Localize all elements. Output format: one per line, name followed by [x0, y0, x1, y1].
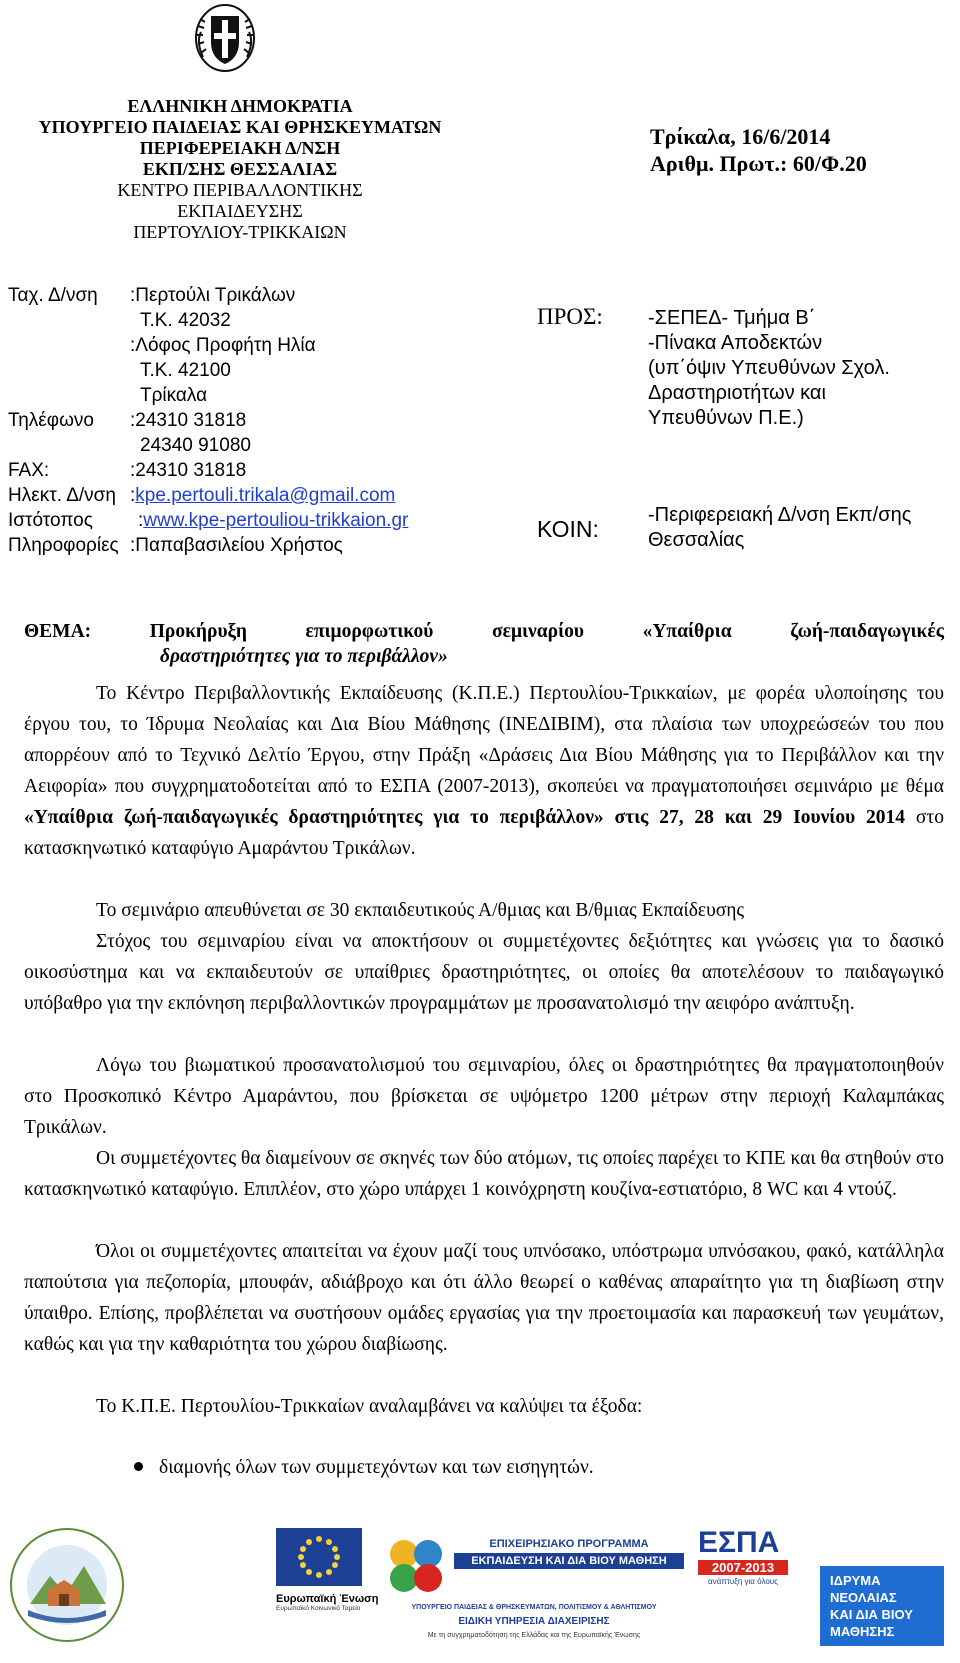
to-recipient: (υπ΄όψιν Υπευθύνων Σχολ.	[648, 357, 890, 379]
inedivim-line: ΝΕΟΛΑΙΑΣ	[830, 1590, 897, 1605]
inedivim-line: ΜΑΘΗΣΗΣ	[830, 1624, 895, 1639]
paragraph-1-text: Το Κέντρο Περιβαλλοντικής Εκπαίδευσης (Κ.Π.Ε.) Περτουλίου-Τρικκαίων, με φορέα υλοποίησης του έργου του, το Ίδρυμα Νεολαίας και Δια Βίου Μάθησης (ΙΝΕΔΙΒΙΜ), στα πλαίσια των υποχρεώσεών του που απορρέουν από το Τεχνικό Δελτίο Έργου, στην Πράξη «Δράσεις Δια Βίου Μάθησης για το Περιβάλλον και την Αειφορία» που συγχρηματοδοτείται από το ΕΣΠΑ (2007-2013), σκοπεύει να πραγματοποιήσει σεμινάριο με θέμα	[24, 683, 944, 797]
paragraph-3-text: Στόχος του σεμιναρίου είναι να αποκτήσουν οι συμμετέχοντες δεξιότητες και γνώσεις για το δασικό οικοσύστημα και να εκπαιδευτούν σε υπαίθριες δραστηριότητες, οι οποίες θα αποτελέσουν το παιδαγωγικό υπόβαθρο για την εκπόνηση περιβαλλοντικών προγραμμάτων με προσανατολισμό την αειφόρο ανάπτυξη.	[24, 931, 944, 1014]
paragraph-7	[24, 1391, 944, 1422]
subject-word: Προκήρυξη	[149, 621, 247, 642]
email-colon: :	[130, 485, 136, 506]
seminar-title-dates: «Υπαίθρια ζωή-παιδαγωγικές δραστηριότητες για το περιβάλλον» στις 27, 28 και 29 Ιουνίου 2014	[24, 807, 906, 828]
bullet-text: διαμονής όλων των συμμετεχόντων και των εισηγητών.	[159, 1457, 594, 1478]
ministry-line: ΚΕΝΤΡΟ ΠΕΡΙΒΑΛΛΟΝΤΙΚΗΣ	[117, 180, 363, 200]
ministry-line: ΠΕΡΙΦΕΡΕΙΑΚΗ Δ/ΝΣΗ	[139, 138, 341, 158]
postal-address-line: Τ.Κ. 42032	[140, 310, 231, 331]
paragraph-3	[24, 926, 944, 1019]
ministry-line: ΕΛΛΗΝΙΚΗ ΔΗΜΟΚΡΑΤΙΑ	[127, 96, 353, 116]
website-label: Ιστότοπος	[8, 510, 93, 531]
address-block	[0, 283, 500, 573]
phone-line: :24310 31818	[130, 410, 247, 431]
eu-logo	[276, 1528, 379, 1612]
subject-word: ζωή-παιδαγωγικές	[790, 621, 944, 642]
ministry-line: ΕΚΠΑΙΔΕΥΣΗΣ	[177, 201, 303, 221]
paragraph-5	[24, 1143, 944, 1205]
fax-value: :24310 31818	[130, 460, 247, 481]
espa-name: ΕΣΠΑ	[698, 1526, 780, 1559]
website-colon: :	[138, 510, 144, 531]
espa-slogan: ανάπτυξη για όλους	[707, 1577, 779, 1586]
paragraph-4-text: Λόγω του βιωματικού προσανατολισμού του σεμιναρίου, όλες οι δραστηριότητες θα πραγματοποιηθούν στο Προσκοπικό Κέντρο Αμαράντου, που βρίσκεται σε υψόμετρο 1200 μέτρων στην περιοχή Καλαμπάκας Τρικάλων.	[24, 1055, 944, 1138]
inedivim-line: ΙΔΡΥΜΑ	[830, 1573, 881, 1588]
protocol-number: Αριθμ. Πρωτ.: 60/Φ.20	[650, 151, 867, 176]
op-title: ΕΠΙΧΕΙΡΗΣΙΑΚΟ ΠΡΟΓΡΑΜΜΑ	[489, 1538, 649, 1550]
espa-logo	[698, 1528, 788, 1598]
info-label: Πληροφορίες	[8, 535, 119, 556]
paragraph-6-text: Όλοι οι συμμετέχοντες απαιτείται να έχουν μαζί τους υπνόσακο, υπόστρωμα υπνόσακου, φακό, κατάλληλα παπούτσια για πεζοπορία, μπουφάν, αδιάβροχο και ότι άλλο θεωρεί ο καθένας απαραίτητο για τη διαβίωση στην ύπαιθρο. Επίσης, προβλέπεται να συστήσουν ομάδες εργασίας για την προετοιμασία και παρασκευή των γευμάτων, καθώς και για την καθαριότητα του χώρου διαβίωσης.	[24, 1241, 944, 1355]
op-name: ΕΚΠΑΙΔΕΥΣΗ ΚΑΙ ΔΙΑ ΒΙΟΥ ΜΑΘΗΣΗ	[454, 1553, 684, 1569]
eu-name: Ευρωπαϊκή Ένωση	[276, 1593, 379, 1605]
email-link[interactable]: kpe.pertouli.trikala@gmail.com	[135, 485, 396, 506]
paragraph-2	[24, 895, 944, 926]
subject-label: ΘΕΜΑ:	[24, 621, 92, 642]
bullet-icon	[134, 1462, 143, 1471]
cc-recipient: Θεσσαλίας	[648, 529, 745, 551]
to-recipient: Υπευθύνων Π.Ε.)	[648, 407, 804, 429]
bullet-item	[134, 1454, 594, 1482]
paragraph-1	[24, 678, 944, 864]
postal-address-line: Τρίκαλα	[140, 385, 208, 406]
subject-word: σεμιναρίου	[492, 621, 584, 642]
cc-label: ΚΟΙΝ:	[537, 516, 599, 542]
website-link[interactable]: www.kpe-pertouliou-trikkaion.gr	[143, 510, 409, 531]
ministry-header	[0, 96, 480, 243]
operational-programme-logo	[384, 1520, 684, 1650]
paragraph-2-text: Το σεμινάριο απευθύνεται σε 30 εκπαιδευτικούς Α/θμιας και Β/θμιας Εκπαίδευσης	[96, 900, 745, 921]
inedivim-logo	[820, 1566, 944, 1646]
subject-word: επιμορφωτικού	[305, 621, 434, 642]
op-emblem-icon	[384, 1536, 448, 1596]
cc-recipient: -Περιφερειακή Δ/νση Εκπ/σης	[648, 504, 912, 526]
postal-address-line: :Λόφος Προφήτη Ηλία	[130, 335, 316, 356]
to-recipient: -Πίνακα Αποδεκτών	[648, 332, 823, 354]
eu-fund: Ευρωπαϊκό Κοινωνικό Ταμείο	[276, 1605, 361, 1612]
place-date: Τρίκαλα, 16/6/2014	[650, 124, 831, 149]
cc-list	[648, 503, 911, 553]
fax-label: FAX:	[8, 460, 50, 481]
ministry-small: ΥΠΟΥΡΓΕΙΟ ΠΑΙΔΕΙΑΣ & ΘΡΗΣΚΕΥΜΑΤΩΝ, ΠΟΛΙΤΙΣΜΟΥ & ΑΘΛΗΤΙΣΜΟΥ	[411, 1604, 657, 1611]
paragraph-6	[24, 1236, 944, 1360]
to-recipient: Δραστηριοτήτων και	[648, 382, 826, 404]
ministry-line: ΕΚΠ/ΣΗΣ ΘΕΣΣΑΛΙΑΣ	[142, 159, 338, 179]
managing-authority: ΕΙΔΙΚΗ ΥΠΗΡΕΣΙΑ ΔΙΑΧΕΙΡΙΣΗΣ	[458, 1616, 610, 1627]
eu-flag-icon	[276, 1528, 362, 1586]
kpe-logo	[8, 1526, 126, 1644]
subject	[24, 619, 944, 669]
phone-line: 24340 91080	[140, 435, 251, 456]
email-label: Ηλεκτ. Δ/νση	[8, 485, 116, 506]
info-contact: :Παπαβασιλείου Χρήστος	[130, 535, 343, 556]
to-list	[648, 306, 890, 431]
subject-word: «Υπαίθρια	[642, 621, 732, 642]
postal-address-line: Τ.Κ. 42100	[140, 360, 231, 381]
paragraph-7-text: Το Κ.Π.Ε. Περτουλίου-Τρικκαίων αναλαμβάνει να καλύψει τα έξοδα:	[96, 1396, 643, 1417]
paragraph-4	[24, 1050, 944, 1143]
greek-coat-of-arms	[193, 2, 257, 74]
paragraph-1-end: στο κατασκηνωτικό καταφύγιο Αμαράντου Τρικάλων.	[24, 807, 944, 859]
espa-years: 2007-2013	[698, 1560, 788, 1575]
phone-label: Τηλέφωνο	[8, 410, 94, 431]
paragraph-5-text: Οι συμμετέχοντες θα διαμείνουν σε σκηνές των δύο ατόμων, τις οποίες παρέχει το ΚΠΕ και θα στηθούν στο κατασκηνωτικό καταφύγιο. Επιπλέον, στο χώρο υπάρχει 1 κοινόχρηστη κουζίνα-εστιατόριο, 8 WC και 4 ντούζ.	[24, 1148, 944, 1200]
ministry-line: ΠΕΡΤΟΥΛΙΟΥ-ΤΡΙΚΚΑΙΩΝ	[133, 222, 347, 242]
postal-address-label: Ταχ. Δ/νση	[8, 285, 98, 306]
ministry-line: ΥΠΟΥΡΓΕΙΟ ΠΑΙΔΕΙΑΣ ΚΑΙ ΘΡΗΣΚΕΥΜΑΤΩΝ	[38, 117, 442, 137]
cofunding-note: Με τη συγχρηματοδότηση της Ελλάδας και της Ευρωπαϊκής Ένωσης	[427, 1632, 641, 1639]
inedivim-line: ΚΑΙ ΔΙΑ ΒΙΟΥ	[830, 1607, 913, 1622]
document-meta	[650, 123, 867, 177]
subject-line-2: δραστηριότητες για το περιβάλλον»	[160, 646, 448, 667]
to-label: ΠΡΟΣ:	[537, 304, 603, 329]
postal-address-line: :Περτούλι Τρικάλων	[130, 285, 296, 306]
to-recipient: -ΣΕΠΕΔ- Τμήμα Β΄	[648, 307, 816, 329]
